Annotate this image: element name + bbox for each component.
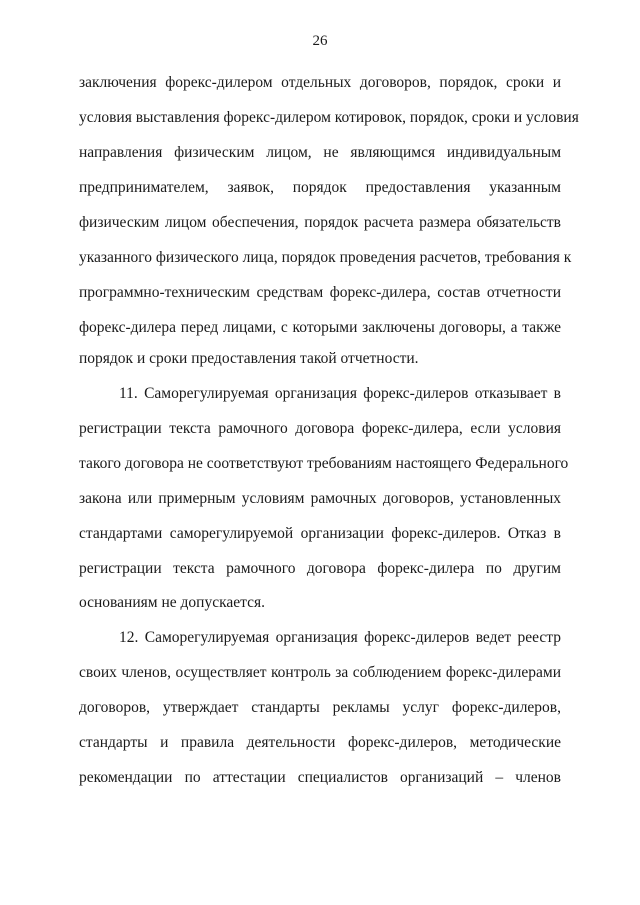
- text-line: своих членов, осуществляет контроль за соблюдением форекс-дилерами: [79, 664, 561, 681]
- text-line: программно-техническим средствам форекс-дилера, состав отчетности: [79, 284, 561, 301]
- text-line: такого договора не соответствуют требованиям настоящего Федерального: [79, 455, 569, 472]
- text-line: закона или примерным условиям рамочных договоров, установленных: [79, 490, 561, 507]
- text-line: предпринимателем, заявок, порядок предоставления указанным: [79, 179, 561, 196]
- paragraph-12-first-line: 12. Саморегулируемая организация форекс-дилеров ведет реестр: [119, 629, 561, 646]
- text-line: направления физическим лицом, не являющимся индивидуальным: [79, 144, 561, 161]
- text-line: указанного физического лица, порядок проведения расчетов, требования к: [79, 249, 572, 266]
- text-line: договоров, утверждает стандарты рекламы услуг форекс-дилеров,: [79, 699, 561, 716]
- text-line: стандарты и правила деятельности форекс-дилеров, методические: [79, 734, 561, 751]
- text-line: рекомендации по аттестации специалистов организаций – членов: [79, 769, 561, 786]
- text-line: условия выставления форекс-дилером котировок, порядок, сроки и условия: [79, 109, 579, 126]
- text-line: регистрации текста рамочного договора форекс-дилера, если условия: [79, 420, 561, 437]
- text-line: основаниям не допускается.: [79, 594, 265, 611]
- text-line: форекс-дилера перед лицами, с которыми заключены договоры, а также: [79, 319, 561, 336]
- text-line: регистрации текста рамочного договора форекс-дилера по другим: [79, 560, 561, 577]
- text-line: заключения форекс-дилером отдельных договоров, порядок, сроки и: [79, 74, 561, 91]
- text-line: порядок и сроки предоставления такой отчетности.: [79, 350, 419, 367]
- paragraph-11-first-line: 11. Саморегулируемая организация форекс-дилеров отказывает в: [119, 385, 561, 402]
- text-line: физическим лицом обеспечения, порядок расчета размера обязательств: [79, 214, 561, 231]
- text-line: стандартами саморегулируемой организации форекс-дилеров. Отказ в: [79, 525, 561, 542]
- page-number: 26: [312, 33, 328, 49]
